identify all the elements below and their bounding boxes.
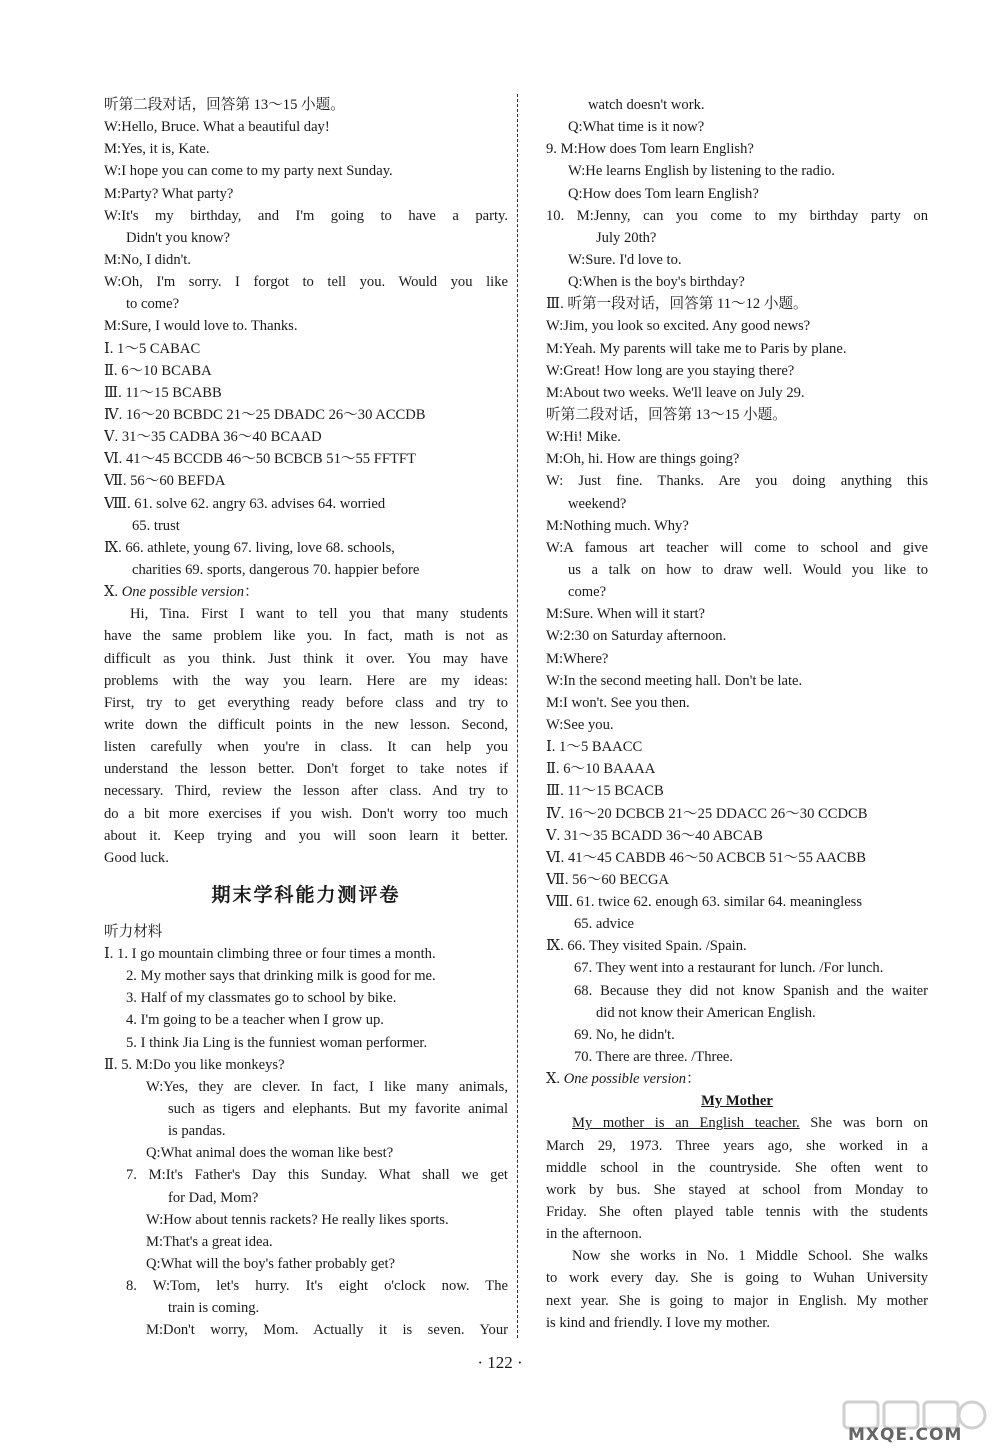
- dialogue-line: M:Sure. When will it start?: [546, 606, 706, 623]
- left-column: [104, 94, 508, 1342]
- answer-line: charities 69. sports, dangerous 70. happier before: [132, 561, 420, 578]
- dialogue-line: M:Where?: [546, 650, 609, 667]
- dialogue-line: W:Great! How long are you staying there?: [546, 362, 795, 379]
- essay-line: listen carefully when you're in class. It can help you: [104, 739, 508, 756]
- section-heading: 听第二段对话，回答第 13～15 小题。: [546, 406, 787, 423]
- listening-line: July 20th?: [596, 229, 657, 246]
- version-label: Ⅹ. One possible version：: [104, 584, 259, 601]
- essay-title: My Mother: [701, 1093, 773, 1110]
- watermark-text: MXQE.COM: [848, 1425, 963, 1445]
- answer-line: 67. They went into a restaurant for lunch. /For lunch.: [574, 960, 884, 977]
- answer-line: Ⅰ. 1～5 CABAC: [104, 340, 201, 357]
- dialogue-line: M:I won't. See you then.: [546, 694, 690, 711]
- answer-line: 65. trust: [132, 517, 180, 534]
- answer-line: Ⅲ. 11～15 BCACB: [546, 783, 664, 800]
- listening-line: Q:When is the boy's birthday?: [568, 274, 745, 291]
- essay-line: understand the lesson better. Don't forget to take notes if: [104, 761, 508, 778]
- listening-line: 5. I think Jia Ling is the funniest woman performer.: [126, 1034, 428, 1051]
- listening-line: train is coming.: [168, 1300, 260, 1317]
- listening-line: 8. W:Tom, let's hurry. It's eight o'clock now. The: [126, 1278, 508, 1295]
- section-heading: Ⅲ. 听第一段对话，回答第 11～12 小题。: [546, 296, 808, 313]
- listening-line: such as tigers and elephants. But my favorite animal: [168, 1101, 508, 1118]
- listening-line: M:That's a great idea.: [146, 1233, 273, 1250]
- answer-line: Ⅶ. 56～60 BECGA: [546, 871, 670, 888]
- dialogue-line: W: Just fine. Thanks. Are you doing anything this: [546, 473, 928, 490]
- essay-line: middle school in the countryside. She often went to: [546, 1159, 928, 1176]
- dialogue-line: W:Oh, I'm sorry. I forgot to tell you. Would you like: [104, 274, 508, 291]
- essay-line: in the afternoon.: [546, 1226, 643, 1243]
- right-column: [546, 94, 928, 1334]
- listening-line: is pandas.: [168, 1123, 226, 1140]
- listening-line: 7. M:It's Father's Day this Sunday. What shall we get: [126, 1167, 508, 1184]
- listening-line: Q:What time is it now?: [568, 119, 705, 136]
- dialogue-line: us a talk on how to draw well. Would you like to: [568, 561, 928, 578]
- essay-line: have the same problem like you. In fact, math is not as: [104, 628, 508, 645]
- essay-line: about it. Keep trying and you will soon learn it better.: [104, 827, 508, 844]
- dialogue-line: M:Yeah. My parents will take me to Paris by plane.: [546, 340, 847, 357]
- column-divider: [517, 94, 518, 1338]
- answer-line: Ⅱ. 6～10 BAAAA: [546, 761, 656, 778]
- section-heading: 听力材料: [104, 923, 163, 940]
- answer-line: Ⅴ. 31～35 CADBA 36～40 BCAAD: [104, 429, 322, 446]
- answer-line: Ⅳ. 16～20 BCBDC 21～25 DBADC 26～30 ACCDB: [104, 406, 426, 423]
- answer-line: Ⅷ. 61. twice 62. enough 63. similar 64. meaningless: [546, 894, 863, 911]
- dialogue-line: W:I hope you can come to my party next Sunday.: [104, 163, 393, 180]
- listening-line: 4. I'm going to be a teacher when I grow up.: [126, 1012, 384, 1029]
- essay-line: problems with the way you learn. Here are my ideas:: [104, 672, 508, 689]
- listening-line: Ⅱ. 5. M:Do you like monkeys?: [104, 1056, 285, 1073]
- listening-line: W:He learns English by listening to the radio.: [568, 163, 835, 180]
- essay-line: work by bus. She stayed at school from Monday to: [546, 1181, 928, 1198]
- dialogue-line: W:Hi! Mike.: [546, 429, 621, 446]
- dialogue-line: W:It's my birthday, and I'm going to have a party.: [104, 207, 508, 224]
- essay-line: Friday. She often played table tennis with the students: [546, 1204, 928, 1221]
- essay-line: Good luck.: [104, 849, 169, 866]
- listening-line: 3. Half of my classmates go to school by bike.: [126, 990, 397, 1007]
- dialogue-line: M:Oh, hi. How are things going?: [546, 451, 740, 468]
- answer-line: Ⅸ. 66. They visited Spain. /Spain.: [546, 938, 747, 955]
- essay-line: Now she works in No. 1 Middle School. She walks: [572, 1248, 928, 1265]
- dialogue-line: M:Yes, it is, Kate.: [104, 141, 210, 158]
- answer-line: Ⅵ. 41～45 BCCDB 46～50 BCBCB 51～55 FFTFT: [104, 451, 416, 468]
- essay-line: difficult as you think. Just think it over. You may have: [104, 650, 508, 667]
- dialogue-line: M:Party? What party?: [104, 185, 234, 202]
- dialogue-line: M:Sure, I would love to. Thanks.: [104, 318, 298, 335]
- answer-line: Ⅲ. 11～15 BCABB: [104, 384, 222, 401]
- answer-line: did not know their American English.: [596, 1004, 816, 1021]
- essay-line: write down the difficult points in the new lesson. Second,: [104, 716, 508, 733]
- dialogue-line: weekend?: [568, 495, 627, 512]
- answer-line: Ⅳ. 16～20 DCBCB 21～25 DDACC 26～30 CCDCB: [546, 805, 868, 822]
- listening-line: W:Sure. I'd love to.: [568, 251, 682, 268]
- exam-title: 期末学科能力测评卷: [211, 883, 401, 906]
- listening-line: for Dad, Mom?: [168, 1189, 259, 1206]
- answer-line: Ⅰ. 1～5 BAACC: [546, 739, 643, 756]
- dialogue-line: W:In the second meeting hall. Don't be late.: [546, 672, 803, 689]
- listening-line: Q:How does Tom learn English?: [568, 185, 759, 202]
- dialogue-line: come?: [568, 584, 607, 601]
- dialogue-line: M:No, I didn't.: [104, 251, 191, 268]
- section-heading: 听第二段对话，回答第 13～15 小题。: [104, 97, 345, 113]
- listening-line: Q:What will the boy's father probably get?: [146, 1256, 396, 1273]
- essay-line: First, try to get everything ready before class and try to: [104, 694, 508, 711]
- underlined-sentence: My mother is an English teacher.: [572, 1115, 800, 1132]
- essay-line: is kind and friendly. I love my mother.: [546, 1314, 771, 1331]
- listening-line: 2. My mother says that drinking milk is good for me.: [126, 968, 436, 985]
- listening-line: M:Don't worry, Mom. Actually it is seven. Your: [146, 1322, 508, 1339]
- listening-line: watch doesn't work.: [588, 97, 705, 113]
- answer-line: Ⅵ. 41～45 CABDB 46～50 ACBCB 51～55 AACBB: [546, 849, 866, 866]
- essay-line: to work every day. She is going to Wuhan University: [546, 1270, 928, 1287]
- answer-line: 70. There are three. /Three.: [574, 1049, 733, 1066]
- page-number: · 122 ·: [477, 1353, 523, 1372]
- essay-line: Hi, Tina. First I want to tell you that many students: [130, 606, 508, 623]
- essay-line: do a bit more exercises if you wish. Don't worry too much: [104, 805, 508, 822]
- version-label: Ⅹ. One possible version：: [546, 1071, 701, 1088]
- dialogue-line: W:Hello, Bruce. What a beautiful day!: [104, 119, 330, 136]
- answer-line: Ⅴ. 31～35 BCADD 36～40 ABCAB: [546, 827, 763, 844]
- essay-line: next year. She is going to major in English. My mother: [546, 1292, 928, 1309]
- dialogue-line: W:A famous art teacher will come to school and give: [546, 539, 928, 556]
- listening-line: 10. M:Jenny, can you come to my birthday party on: [546, 207, 928, 224]
- listening-line: Q:What animal does the woman like best?: [146, 1145, 394, 1162]
- answer-line: Ⅸ. 66. athlete, young 67. living, love 68. schools,: [104, 539, 395, 556]
- answer-line: 69. No, he didn't.: [574, 1026, 675, 1043]
- dialogue-line: W:2:30 on Saturday afternoon.: [546, 628, 727, 645]
- answer-line: Ⅷ. 61. solve 62. angry 63. advises 64. worried: [104, 495, 386, 512]
- listening-line: Ⅰ. 1. I go mountain climbing three or four times a month.: [104, 946, 436, 963]
- listening-line: 9. M:How does Tom learn English?: [546, 141, 754, 158]
- answer-line: 65. advice: [574, 916, 634, 933]
- dialogue-line: M:Nothing much. Why?: [546, 517, 689, 534]
- listening-line: W:How about tennis rackets? He really likes sports.: [146, 1211, 449, 1228]
- dialogue-line: W:See you.: [546, 716, 614, 733]
- dialogue-line: to come?: [126, 296, 180, 313]
- dialogue-line: Didn't you know?: [126, 229, 230, 246]
- answer-line: 68. Because they did not know Spanish and the waiter: [574, 982, 928, 999]
- dialogue-line: W:Jim, you look so excited. Any good news?: [546, 318, 811, 335]
- answer-line: Ⅱ. 6～10 BCABA: [104, 362, 212, 379]
- dialogue-line: M:About two weeks. We'll leave on July 29.: [546, 384, 805, 401]
- essay-line: My mother is an English teacher. She was born on: [572, 1115, 928, 1132]
- answer-line: Ⅶ. 56～60 BEFDA: [104, 473, 226, 490]
- listening-line: W:Yes, they are clever. In fact, I like many animals,: [146, 1078, 508, 1095]
- essay-line: March 29, 1973. Three years ago, she worked in a: [546, 1137, 928, 1154]
- essay-line: necessary. Third, review the lesson after class. And try to: [104, 783, 508, 800]
